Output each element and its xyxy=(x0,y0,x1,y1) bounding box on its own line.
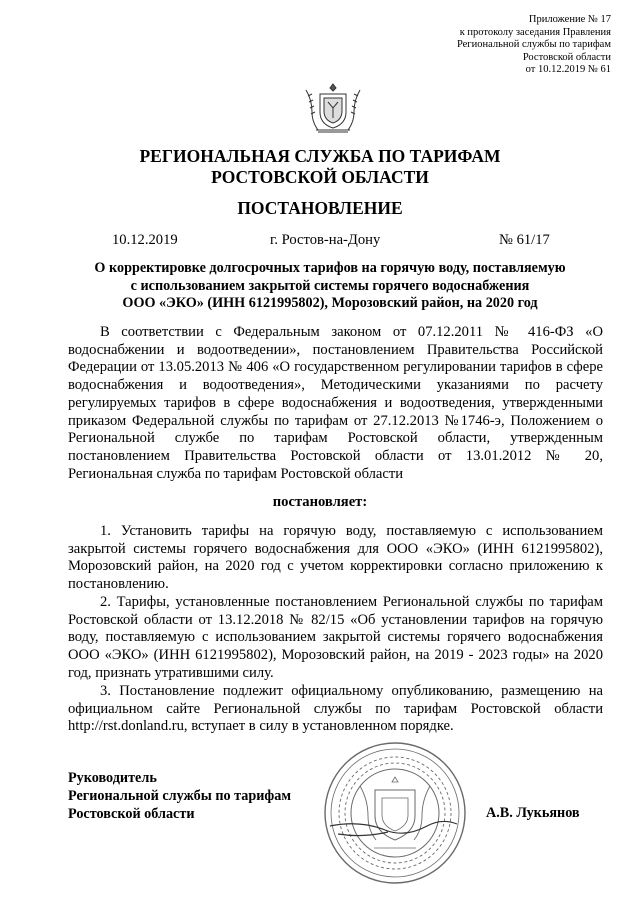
annex-line: от 10.12.2019 № 61 xyxy=(525,64,611,76)
decree-word: постановляет: xyxy=(272,494,368,510)
signatory-title xyxy=(68,769,291,823)
annex-reference xyxy=(351,14,611,77)
annex-line: Ростовской области xyxy=(522,51,611,63)
signatory-title-line: Ростовской области xyxy=(68,806,195,822)
annex-line: Региональной службы по тарифам xyxy=(456,39,611,51)
organization-name xyxy=(0,146,640,188)
coat-of-arms-icon xyxy=(302,80,364,136)
document-number: № 61/17 xyxy=(499,232,550,248)
annex-line: к протоколу заседания Правления xyxy=(459,26,611,38)
preamble-paragraph: В соответствии с Федеральным законом от 07.12.2011 № 416-ФЗ «О водоснабжении и водоотведении», постановлением Правительства Российской Федерации от 13.05.2013 № 406 «О государственном регулировании тарифов в сфере водоснабжения и водоотведения», Методическими указаниями по расчету регулируемых тарифов в сфере водоснабжения и водоотведения, утвержденными приказом Федеральной службы по тарифам от 27.12.2013 №1746-э, Положением о Региональной службе по тарифам Ростовской области, утвержденным постановлением Правительства Ростовской области от 13.01.2012 № 20, Региональная служба по тарифам Ростовской области xyxy=(68,324,603,482)
organization-name-line: РОСТОВСКОЙ ОБЛАСТИ xyxy=(211,167,429,187)
item-paragraph: 3. Постановление подлежит официальному опубликованию, размещению на официальном сайте Региональной службы по тарифам Ростовской области http://rst.donland.ru, вступает в силу в установленном порядке. xyxy=(68,683,603,735)
signatory-name: А.В. Лукьянов xyxy=(486,805,580,821)
document-place: г. Ростов-на-Дону xyxy=(270,232,381,248)
document-type: ПОСТАНОВЛЕНИЕ xyxy=(237,198,403,218)
organization-name-line: РЕГИОНАЛЬНАЯ СЛУЖБА ПО ТАРИФАМ xyxy=(139,146,501,166)
document-date: 10.12.2019 xyxy=(112,232,178,248)
document-title-line: ООО «ЭКО» (ИНН 6121995802), Морозовский район, на 2020 год xyxy=(122,295,538,311)
item-paragraph: 2. Тарифы, установленные постановлением Региональной службы по тарифам Ростовской области от 13.12.2018 № 82/15 «Об установлении тарифов на горячую воду, поставляемую с использованием закрытой системы горячего водоснабжения ООО «ЭКО» (ИНН 6121995802), Морозовский район, на 2019 - 2023 годы» на 2020 год, признать утратившими силу. xyxy=(68,594,603,681)
item-paragraph: 1. Установить тарифы на горячую воду, поставляемую с использованием закрытой системы горячего водоснабжения для ООО «ЭКО» (ИНН 6121995802), Морозовский район, на 2020 год с учетом корректировки согласно приложению к постановлению. xyxy=(68,523,603,593)
signatory-title-line: Региональной службы по тарифам xyxy=(68,788,292,804)
official-seal-stamp xyxy=(320,738,470,888)
document-title xyxy=(60,260,600,313)
document-title-line: с использованием закрытой системы горячего водоснабжения xyxy=(130,277,530,294)
signatory-title-line: Руководитель xyxy=(68,770,157,786)
document-title-line: О корректировке долгосрочных тарифов на горячую воду, поставляемую xyxy=(94,260,566,276)
annex-line: Приложение № 17 xyxy=(528,14,611,25)
